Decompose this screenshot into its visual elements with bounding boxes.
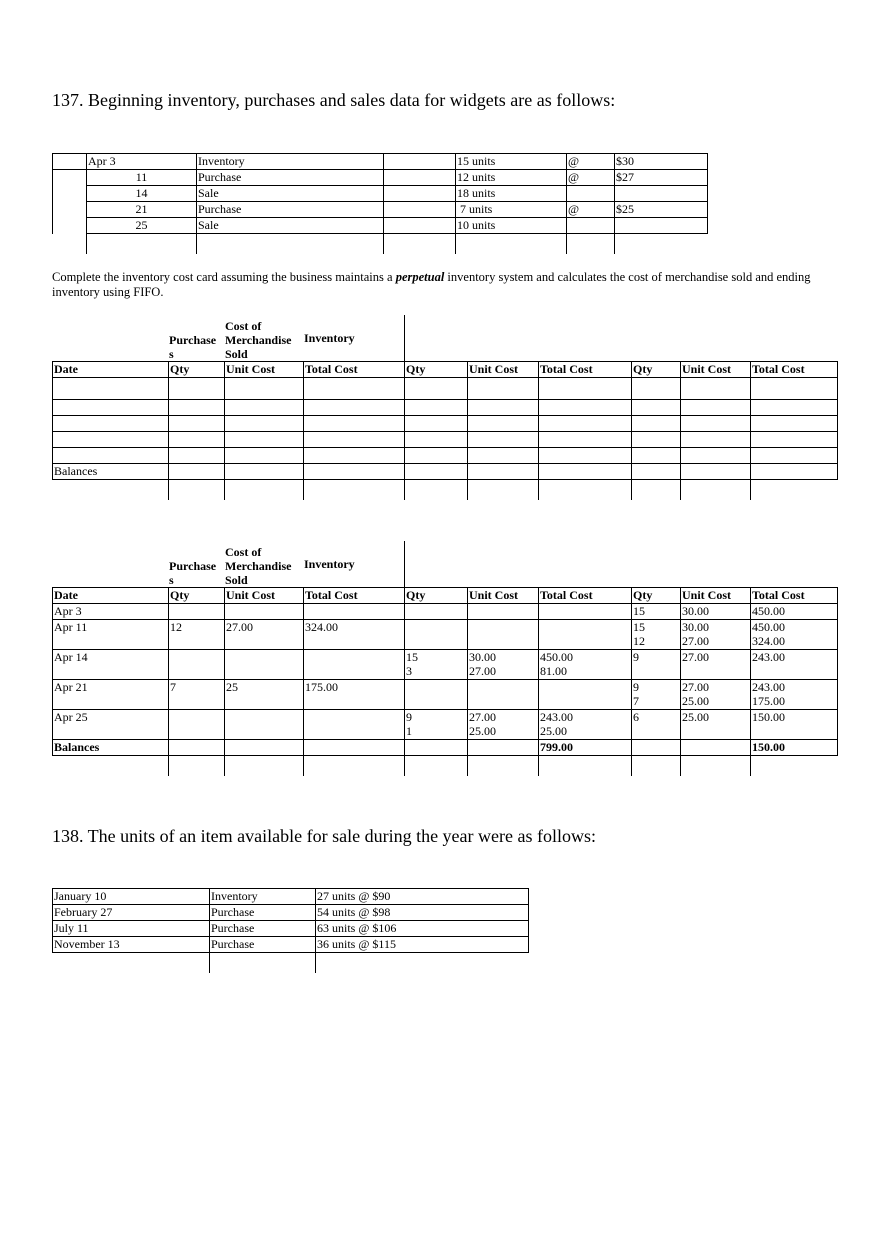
blank-cell [539,378,632,400]
cell-p-total: 324.00 [304,620,405,650]
blank-cell [225,740,304,756]
blank-cell [751,448,838,464]
table-stub-row [53,953,529,973]
cell-date: Apr 3 [53,604,169,620]
blank-cell [169,448,225,464]
cell-i-unit: 30.00 [681,604,751,620]
blank-cell [632,464,681,480]
column-header: Total Cost [304,588,405,604]
stub-cell [632,756,681,776]
blank-cell [405,378,468,400]
blank-cell [53,378,169,400]
row-blank [384,202,456,218]
blank-cell [468,740,539,756]
row-units: 7 units [456,202,567,218]
blank-cell [304,400,405,416]
cell-p-unit [225,604,304,620]
row-cost: $27 [615,170,708,186]
table-row [53,416,838,432]
row-type: Sale [197,186,384,202]
column-header: Total Cost [751,362,838,378]
blank-cell [681,378,751,400]
table-row [53,889,529,905]
table-row [53,921,529,937]
table-row [53,378,838,400]
blank-cell [53,432,169,448]
cell-p-unit: 27.00 [225,620,304,650]
cell-c-unit [468,680,539,710]
table-row [53,710,838,740]
question-138-title: 138. The units of an item available for sale during the year were as follows: [52,826,596,846]
purchases-group-label: Purchase s [169,559,217,587]
balances-label: Balances [53,464,169,480]
blank-cell [169,740,225,756]
blank-cell [539,416,632,432]
blank-cell [681,416,751,432]
blank-cell [169,378,225,400]
column-header: Total Cost [751,588,838,604]
table-row [53,202,708,218]
cell-date: Apr 25 [53,710,169,740]
blank-cell [539,400,632,416]
stub-cell [681,756,751,776]
stub-cell [87,234,197,254]
blank-cell [304,432,405,448]
row-units: 15 units [456,154,567,170]
purchases-group-label: Purchase s [169,333,217,361]
blank-cell [468,416,539,432]
column-header: Qty [405,362,468,378]
blank-cell [225,400,304,416]
blank-cell [405,740,468,756]
row-cost [615,218,708,234]
row-cost: $30 [615,154,708,170]
row-cost [615,186,708,202]
column-header: Unit Cost [468,362,539,378]
cell-i-total: 450.00 [751,604,838,620]
row-date: January 10 [53,889,210,905]
blank-cell [225,464,304,480]
cell-i-unit: 27.00 25.00 [681,680,751,710]
blank-cell [304,740,405,756]
units-available-table [52,888,529,973]
row-date: November 13 [53,937,210,953]
table-stub-row [53,234,708,254]
cell-p-unit: 25 [225,680,304,710]
blank-cell [304,378,405,400]
row-at: @ [567,170,615,186]
blank-cell [632,378,681,400]
cell-p-qty [169,604,225,620]
stub-cell [169,480,225,500]
blank-cell [539,448,632,464]
cell-c-unit [468,620,539,650]
blank-cell [304,448,405,464]
blank-cell [468,432,539,448]
stub-cell [53,480,169,500]
cell-c-unit [468,604,539,620]
blank-cell [225,448,304,464]
row-units: 36 units @ $115 [316,937,529,953]
column-header: Total Cost [539,362,632,378]
cell-p-unit [225,710,304,740]
cell-c-total: 450.00 81.00 [539,650,632,680]
cell-c-total [539,680,632,710]
blank-cell [304,416,405,432]
table-row [53,170,708,186]
blank-cell [751,400,838,416]
row-date: Apr 3 [87,154,197,170]
row-type: Purchase [210,921,316,937]
row-date: 21 [87,202,197,218]
table-row [53,186,708,202]
table-row [53,620,838,650]
row-spacer [53,218,87,234]
row-units: 18 units [456,186,567,202]
row-spacer [53,186,87,202]
stub-cell [53,756,169,776]
blank-cell [751,416,838,432]
row-type: Inventory [210,889,316,905]
blank-cell [405,448,468,464]
blank-cell [751,378,838,400]
blank-cell [405,464,468,480]
stub-cell [751,756,838,776]
column-header: Total Cost [304,362,405,378]
row-units: 10 units [456,218,567,234]
cell-c-qty [405,620,468,650]
balances-row [53,464,838,480]
stub-cell [468,756,539,776]
balances-inventory-total: 150.00 [751,740,838,756]
stub-cell [53,953,210,973]
table-row [53,448,838,464]
row-type: Inventory [197,154,384,170]
cell-date: Apr 14 [53,650,169,680]
cell-c-qty: 9 1 [405,710,468,740]
cell-i-qty: 15 12 [632,620,681,650]
cell-c-unit: 27.00 25.00 [468,710,539,740]
cell-c-qty [405,604,468,620]
cell-i-total: 150.00 [751,710,838,740]
cell-c-unit: 30.00 27.00 [468,650,539,680]
column-header: Unit Cost [225,362,304,378]
row-type: Purchase [197,170,384,186]
column-header: Unit Cost [225,588,304,604]
blank-cell [681,464,751,480]
column-header: Qty [405,588,468,604]
row-blank [384,186,456,202]
cell-date: Apr 21 [53,680,169,710]
inventory-group-label: Inventory [303,315,404,361]
table-row [53,650,838,680]
row-type: Sale [197,218,384,234]
cogs-group-label: Cost of Merchandise Sold [225,319,292,361]
row-date: July 11 [53,921,210,937]
row-type: Purchase [210,937,316,953]
stub-cell [405,480,468,500]
row-date: 25 [87,218,197,234]
row-blank [384,154,456,170]
row-blank [384,218,456,234]
row-date: February 27 [53,905,210,921]
cell-p-qty [169,710,225,740]
balances-cogs-total: 799.00 [539,740,632,756]
blank-cell [681,740,751,756]
row-date: 14 [87,186,197,202]
stub-cell [539,756,632,776]
stub-cell [567,234,615,254]
blank-card-group-header [52,315,405,361]
blank-cell [632,740,681,756]
row-spacer [53,202,87,218]
row-type: Purchase [197,202,384,218]
blank-cell [53,416,169,432]
inventory-group-label: Inventory [303,541,404,587]
blank-cell [225,416,304,432]
cell-i-unit: 25.00 [681,710,751,740]
stub-cell [316,953,529,973]
stub-cell [304,480,405,500]
column-header: Qty [632,362,681,378]
blank-cell [681,400,751,416]
stub-cell [210,953,316,973]
blank-cell [225,378,304,400]
column-header: Unit Cost [681,362,751,378]
row-spacer [53,154,87,170]
cell-c-total: 243.00 25.00 [539,710,632,740]
cell-p-total [304,650,405,680]
stub-cell [53,234,87,254]
blank-cell [468,378,539,400]
table-row [53,937,529,953]
table-row [53,218,708,234]
column-header: Total Cost [539,588,632,604]
stub-cell [632,480,681,500]
cell-c-total [539,620,632,650]
stub-cell [384,234,456,254]
stub-cell [169,756,225,776]
cogs-group-label: Cost of Merchandise Sold [225,545,292,587]
blank-cell [539,432,632,448]
stub-cell [197,234,384,254]
column-header: Unit Cost [468,588,539,604]
cell-p-qty: 12 [169,620,225,650]
cell-date: Apr 11 [53,620,169,650]
cell-i-total: 243.00 [751,650,838,680]
blank-card-table [52,361,838,500]
row-type: Purchase [210,905,316,921]
stub-cell [615,234,708,254]
cell-p-unit [225,650,304,680]
blank-cell [468,448,539,464]
table-row [53,154,708,170]
row-units: 54 units @ $98 [316,905,529,921]
cell-c-total [539,604,632,620]
blank-cell [304,464,405,480]
stub-cell [405,756,468,776]
stub-cell [681,480,751,500]
cell-p-qty [169,650,225,680]
row-at: @ [567,154,615,170]
blank-cell [169,400,225,416]
solution-card-group-header [52,541,405,587]
column-header: Unit Cost [681,588,751,604]
blank-cell [405,432,468,448]
stub-cell [225,756,304,776]
blank-cell [539,464,632,480]
blank-cell [225,432,304,448]
table-stub-row [53,480,838,500]
stub-cell [539,480,632,500]
blank-cell [681,448,751,464]
blank-cell [632,416,681,432]
row-cost: $25 [615,202,708,218]
blank-cell [751,464,838,480]
blank-cell [632,432,681,448]
stub-cell [456,234,567,254]
blank-cell [53,400,169,416]
blank-cell [751,432,838,448]
column-header: Qty [169,588,225,604]
blank-cell [169,464,225,480]
table-row [53,400,838,416]
cell-p-total: 175.00 [304,680,405,710]
cell-c-qty: 15 3 [405,650,468,680]
balances-row [53,740,838,756]
cell-i-unit: 30.00 27.00 [681,620,751,650]
cell-i-unit: 27.00 [681,650,751,680]
cell-i-total: 450.00 324.00 [751,620,838,650]
row-at [567,218,615,234]
blank-cell [405,416,468,432]
blank-cell [632,400,681,416]
stub-cell [751,480,838,500]
cell-i-total: 243.00 175.00 [751,680,838,710]
column-header: Qty [169,362,225,378]
column-header: Date [53,588,169,604]
blank-cell [405,400,468,416]
column-header: Date [53,362,169,378]
table-row [53,905,529,921]
row-blank [384,170,456,186]
row-at: @ [567,202,615,218]
table-row [53,432,838,448]
blank-cell [169,416,225,432]
row-units: 12 units [456,170,567,186]
blank-cell [632,448,681,464]
table-row [53,680,838,710]
table-stub-row [53,756,838,776]
instructions: Complete the inventory cost card assuming the business maintains a perpetual inventory system and calculates the cost of merchandise sold and ending inventory using FIFO. [52,270,811,299]
cell-i-qty: 9 7 [632,680,681,710]
balances-label: Balances [53,740,169,756]
question-137-title: 137. Beginning inventory, purchases and sales data for widgets are as follows: [52,90,616,110]
stub-cell [304,756,405,776]
blank-cell [468,464,539,480]
blank-cell [468,400,539,416]
row-units: 63 units @ $106 [316,921,529,937]
blank-cell [169,432,225,448]
cell-i-qty: 9 [632,650,681,680]
row-at [567,186,615,202]
blank-cell [53,448,169,464]
stub-cell [468,480,539,500]
solution-card-table [52,587,838,776]
cell-p-total [304,604,405,620]
blank-cell [681,432,751,448]
row-spacer [53,170,87,186]
row-units: 27 units @ $90 [316,889,529,905]
cell-i-qty: 15 [632,604,681,620]
row-date: 11 [87,170,197,186]
cell-i-qty: 6 [632,710,681,740]
stub-cell [225,480,304,500]
purchases-sales-table [52,153,708,254]
table-row [53,604,838,620]
cell-p-qty: 7 [169,680,225,710]
cell-c-qty [405,680,468,710]
cell-p-total [304,710,405,740]
column-header: Qty [632,588,681,604]
